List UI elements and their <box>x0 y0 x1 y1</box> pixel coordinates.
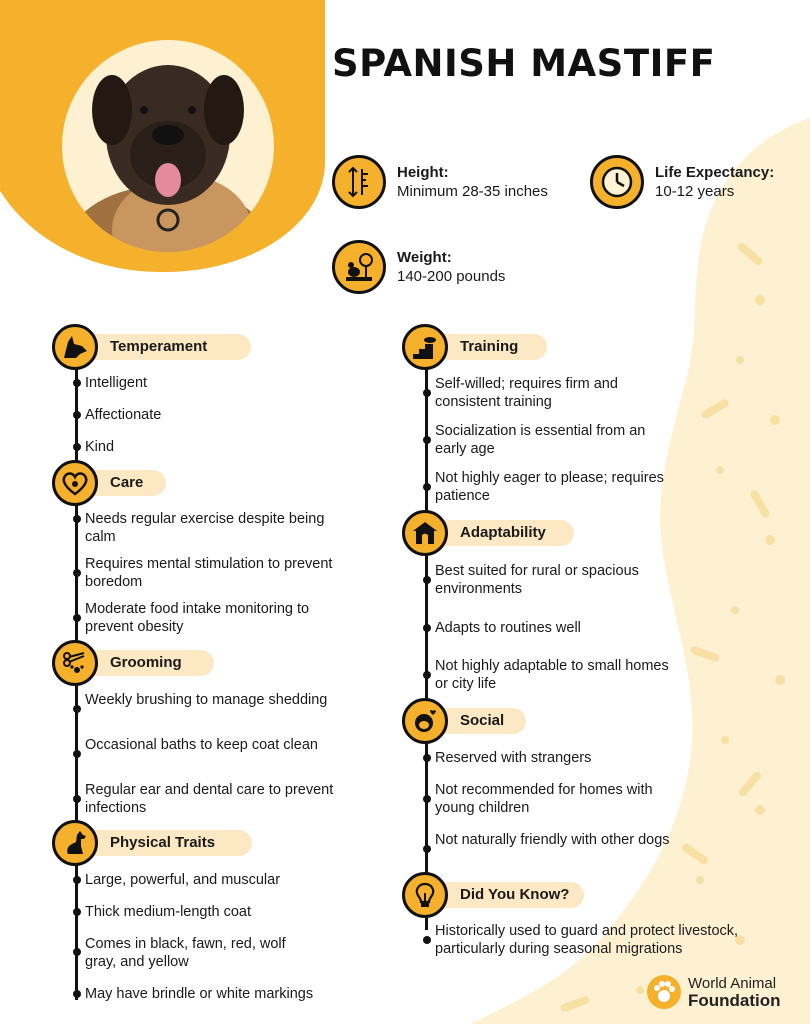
bullet-dot <box>423 389 431 397</box>
bullet-dot <box>423 436 431 444</box>
list-item: Reserved with strangers <box>435 750 592 766</box>
list-item: Kind <box>85 439 115 455</box>
bullet-dot <box>73 750 81 758</box>
list-item: Thick medium-length coat <box>85 904 252 920</box>
bullet-dot <box>73 948 81 956</box>
list-item: Large, powerful, and muscular <box>85 872 281 888</box>
list-item: May have brindle or white markings <box>85 986 314 1002</box>
list-item: Self-willed; requires firm and consistent training <box>435 376 618 410</box>
list-item: Historically used to guard and protect livestock, particularly during seasonal migrations <box>435 923 739 957</box>
list-item: Not naturally friendly with other dogs <box>435 832 670 848</box>
bullet-dot <box>423 671 431 679</box>
bullet-dot <box>73 515 81 523</box>
bullet-dot <box>73 614 81 622</box>
dog-training-icon <box>402 324 448 370</box>
bullet-dot <box>73 443 81 451</box>
section-title-physical-traits: Physical Traits <box>84 830 252 856</box>
list-item: Affectionate <box>85 407 162 423</box>
life-expectancy-value: 10-12 years <box>655 183 735 200</box>
section-title-care: Care <box>84 470 166 496</box>
world-animal-foundation-logo <box>646 974 781 1010</box>
dog-heart-icon <box>402 698 448 744</box>
list-item: Adapts to routines well <box>435 620 581 636</box>
list-item: Needs regular exercise despite being calm <box>85 511 325 545</box>
bullet-dot <box>73 876 81 884</box>
list-item: Comes in black, fawn, red, wolf gray, and yellow <box>85 936 286 970</box>
list-item: Best suited for rural or spacious environments <box>435 563 639 597</box>
section-title-social: Social <box>434 708 526 734</box>
dog-portrait <box>62 40 274 252</box>
heart-paw-icon <box>52 460 98 506</box>
bullet-dot <box>73 569 81 577</box>
weight-label: Weight: <box>397 249 452 266</box>
bullet-dot <box>73 379 81 387</box>
bullet-dot <box>73 795 81 803</box>
bullet-dot <box>423 483 431 491</box>
list-item: Not highly adaptable to small homes or city life <box>435 658 669 692</box>
paw-logo-icon <box>646 974 682 1010</box>
list-item: Intelligent <box>85 375 148 391</box>
section-title-temperament: Temperament <box>84 334 251 360</box>
sitting-dog-icon <box>52 820 98 866</box>
section-title-training: Training <box>434 334 547 360</box>
list-item: Regular ear and dental care to prevent infections <box>85 782 334 816</box>
height-label: Height: <box>397 164 449 181</box>
logo-line-1: World Animal <box>688 975 777 992</box>
list-item: Moderate food intake monitoring to prevent obesity <box>85 601 310 635</box>
weight-value: 140-200 pounds <box>397 268 506 285</box>
lightbulb-icon <box>402 872 448 918</box>
section-title-did-you-know: Did You Know? <box>434 882 584 908</box>
page-title: SPANISH MASTIFF <box>332 42 716 85</box>
height-value: Minimum 28-35 inches <box>397 183 548 200</box>
list-item: Socialization is essential from an early age <box>435 423 646 457</box>
dog-house-icon <box>402 510 448 556</box>
bullet-dot <box>423 795 431 803</box>
list-item: Not highly eager to please; requires patience <box>435 470 664 504</box>
height-ruler-icon <box>332 155 386 209</box>
weight-scale-icon <box>332 240 386 294</box>
life-expectancy-label: Life Expectancy: <box>655 164 775 181</box>
list-item: Weekly brushing to manage shedding <box>85 692 328 708</box>
bullet-dot <box>423 936 431 944</box>
section-title-grooming: Grooming <box>84 650 214 676</box>
list-item: Occasional baths to keep coat clean <box>85 737 318 753</box>
section-title-adaptability: Adaptability <box>434 520 574 546</box>
bullet-dot <box>73 705 81 713</box>
bullet-dot <box>73 411 81 419</box>
list-item: Requires mental stimulation to prevent boredom <box>85 556 333 590</box>
bullet-dot <box>423 576 431 584</box>
bullet-dot <box>423 624 431 632</box>
bullet-dot <box>73 908 81 916</box>
clock-icon <box>590 155 644 209</box>
right-timeline-line <box>425 345 428 930</box>
bullet-dot <box>73 990 81 998</box>
grooming-scissors-icon <box>52 640 98 686</box>
bullet-dot <box>423 845 431 853</box>
bullet-dot <box>423 754 431 762</box>
list-item: Not recommended for homes with young children <box>435 782 653 816</box>
logo-line-2: Foundation <box>688 991 781 1010</box>
dog-head-icon <box>52 324 98 370</box>
